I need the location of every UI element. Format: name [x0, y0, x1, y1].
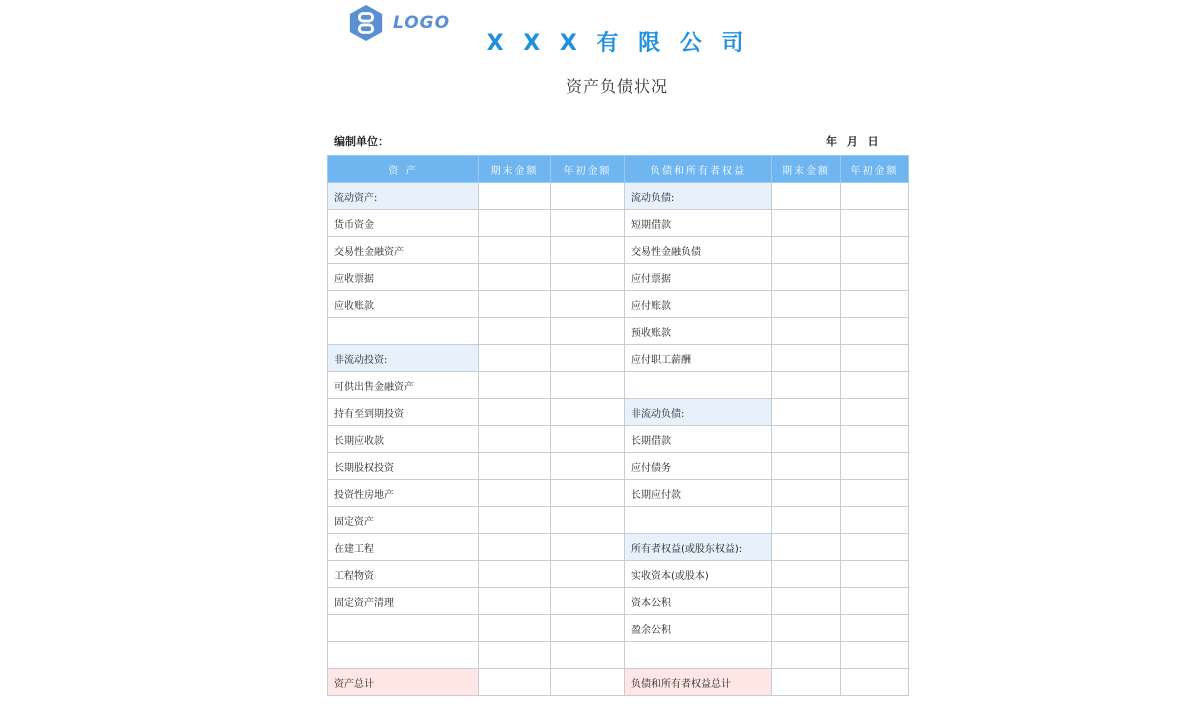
asset-end-amount-cell	[479, 318, 551, 345]
asset-begin-amount-cell	[551, 615, 625, 642]
liability-label-cell: 短期借款	[625, 210, 772, 237]
liability-end-amount-cell	[772, 399, 841, 426]
table-row	[328, 588, 909, 615]
asset-begin-amount-cell	[551, 480, 625, 507]
liability-begin-amount-cell	[841, 318, 909, 345]
liability-begin-amount-cell	[841, 372, 909, 399]
asset-end-amount-cell	[479, 237, 551, 264]
liability-end-amount-cell	[772, 642, 841, 669]
liability-end-amount-cell	[772, 480, 841, 507]
table-row	[328, 183, 909, 210]
table-row	[328, 345, 909, 372]
asset-begin-amount-cell	[551, 372, 625, 399]
asset-label-cell: 在建工程	[328, 534, 479, 561]
liability-begin-amount-cell	[841, 399, 909, 426]
liability-begin-amount-cell	[841, 291, 909, 318]
asset-begin-amount-cell	[551, 210, 625, 237]
liability-begin-amount-cell	[841, 183, 909, 210]
asset-end-amount-cell	[479, 345, 551, 372]
liability-end-amount-cell	[772, 588, 841, 615]
asset-label-cell: 工程物资	[328, 561, 479, 588]
asset-begin-amount-cell	[551, 588, 625, 615]
asset-end-amount-cell	[479, 480, 551, 507]
asset-begin-amount-cell	[551, 291, 625, 318]
asset-begin-amount-cell	[551, 318, 625, 345]
asset-end-amount-cell	[479, 561, 551, 588]
liability-end-amount-cell	[772, 264, 841, 291]
liability-label-cell: 所有者权益(或股东权益):	[625, 534, 772, 561]
table-body	[328, 183, 909, 696]
asset-label-cell	[328, 642, 479, 669]
liability-end-amount-cell	[772, 507, 841, 534]
asset-end-amount-cell	[479, 210, 551, 237]
liability-begin-amount-cell	[841, 561, 909, 588]
liability-label-cell: 盈余公积	[625, 615, 772, 642]
liability-label-cell	[625, 642, 772, 669]
asset-label-cell: 固定资产	[328, 507, 479, 534]
liability-label-cell: 长期应付款	[625, 480, 772, 507]
asset-label-cell	[328, 615, 479, 642]
liability-end-amount-cell	[772, 534, 841, 561]
asset-end-amount-cell	[479, 642, 551, 669]
table-row	[328, 426, 909, 453]
table-row	[328, 210, 909, 237]
logo-text: LOGO	[393, 13, 451, 33]
liability-begin-amount-cell	[841, 507, 909, 534]
table-row	[328, 534, 909, 561]
liability-end-amount-cell	[772, 561, 841, 588]
asset-end-amount-cell	[479, 291, 551, 318]
header-assets: 资 产	[328, 156, 479, 183]
asset-end-amount-cell	[479, 372, 551, 399]
table-row	[328, 399, 909, 426]
asset-end-amount-cell	[479, 534, 551, 561]
unit-label: 编制单位：	[334, 135, 389, 148]
asset-end-amount-cell	[479, 453, 551, 480]
asset-end-amount-cell	[479, 426, 551, 453]
liability-begin-amount-cell	[841, 426, 909, 453]
liability-begin-amount-cell	[841, 237, 909, 264]
table-row	[328, 669, 909, 696]
asset-label-cell: 固定资产清理	[328, 588, 479, 615]
liability-end-amount-cell	[772, 453, 841, 480]
asset-label-cell: 非流动投资:	[328, 345, 479, 372]
asset-begin-amount-cell	[551, 642, 625, 669]
liability-label-cell	[625, 372, 772, 399]
asset-end-amount-cell	[479, 183, 551, 210]
asset-label-cell: 应收账款	[328, 291, 479, 318]
table-row	[328, 507, 909, 534]
liability-label-cell: 实收资本(或股本)	[625, 561, 772, 588]
liability-label-cell: 交易性金融负债	[625, 237, 772, 264]
liability-label-cell	[625, 507, 772, 534]
liability-end-amount-cell	[772, 237, 841, 264]
table-header-row	[328, 156, 909, 183]
liability-end-amount-cell	[772, 372, 841, 399]
asset-label-cell: 流动资产:	[328, 183, 479, 210]
liability-label-cell: 长期借款	[625, 426, 772, 453]
asset-label-cell: 资产总计	[328, 669, 479, 696]
liability-end-amount-cell	[772, 210, 841, 237]
asset-end-amount-cell	[479, 588, 551, 615]
liability-begin-amount-cell	[841, 534, 909, 561]
table-row	[328, 372, 909, 399]
asset-label-cell: 交易性金融资产	[328, 237, 479, 264]
liability-begin-amount-cell	[841, 615, 909, 642]
header-liab-begin-amount: 年初金额	[841, 156, 909, 183]
asset-begin-amount-cell	[551, 183, 625, 210]
liability-end-amount-cell	[772, 345, 841, 372]
asset-end-amount-cell	[479, 399, 551, 426]
liability-end-amount-cell	[772, 669, 841, 696]
asset-end-amount-cell	[479, 669, 551, 696]
asset-begin-amount-cell	[551, 669, 625, 696]
asset-label-cell: 货币资金	[328, 210, 479, 237]
liability-begin-amount-cell	[841, 480, 909, 507]
asset-label-cell: 投资性房地产	[328, 480, 479, 507]
table-row	[328, 453, 909, 480]
asset-label-cell	[328, 318, 479, 345]
liability-label-cell: 应付债务	[625, 453, 772, 480]
date-label: 年 月 日	[826, 135, 879, 148]
liability-label-cell: 应付票据	[625, 264, 772, 291]
asset-label-cell: 持有至到期投资	[328, 399, 479, 426]
asset-label-cell: 长期应收款	[328, 426, 479, 453]
company-name: X X X 有 限 公 司	[486, 31, 750, 56]
liability-end-amount-cell	[772, 318, 841, 345]
document-title: 资产负债状况	[565, 77, 668, 96]
liability-begin-amount-cell	[841, 588, 909, 615]
liability-begin-amount-cell	[841, 642, 909, 669]
balance-sheet-table	[327, 155, 909, 696]
header-asset-end-amount: 期末金额	[479, 156, 551, 183]
header-liabilities-equity: 负债和所有者权益	[625, 156, 772, 183]
liability-end-amount-cell	[772, 426, 841, 453]
liability-end-amount-cell	[772, 183, 841, 210]
asset-end-amount-cell	[479, 264, 551, 291]
liability-end-amount-cell	[772, 291, 841, 318]
asset-begin-amount-cell	[551, 561, 625, 588]
liability-label-cell: 资本公积	[625, 588, 772, 615]
asset-begin-amount-cell	[551, 507, 625, 534]
table-row	[328, 480, 909, 507]
table-row	[328, 291, 909, 318]
asset-label-cell: 应收票据	[328, 264, 479, 291]
liability-label-cell: 非流动负债:	[625, 399, 772, 426]
liability-begin-amount-cell	[841, 264, 909, 291]
table-row	[328, 642, 909, 669]
table-row	[328, 264, 909, 291]
liability-label-cell: 流动负债:	[625, 183, 772, 210]
header-liab-end-amount: 期末金额	[772, 156, 841, 183]
liability-end-amount-cell	[772, 615, 841, 642]
asset-end-amount-cell	[479, 615, 551, 642]
asset-begin-amount-cell	[551, 345, 625, 372]
liability-begin-amount-cell	[841, 453, 909, 480]
table-row	[328, 561, 909, 588]
asset-end-amount-cell	[479, 507, 551, 534]
table-row	[328, 237, 909, 264]
asset-begin-amount-cell	[551, 264, 625, 291]
liability-begin-amount-cell	[841, 669, 909, 696]
table-row	[328, 318, 909, 345]
asset-begin-amount-cell	[551, 534, 625, 561]
liability-label-cell: 应付职工薪酬	[625, 345, 772, 372]
liability-label-cell: 预收账款	[625, 318, 772, 345]
asset-begin-amount-cell	[551, 453, 625, 480]
liability-begin-amount-cell	[841, 210, 909, 237]
liability-label-cell: 应付账款	[625, 291, 772, 318]
liability-label-cell: 负债和所有者权益总计	[625, 669, 772, 696]
liability-begin-amount-cell	[841, 345, 909, 372]
asset-begin-amount-cell	[551, 399, 625, 426]
asset-label-cell: 长期股权投资	[328, 453, 479, 480]
table-row	[328, 615, 909, 642]
asset-begin-amount-cell	[551, 237, 625, 264]
asset-label-cell: 可供出售金融资产	[328, 372, 479, 399]
asset-begin-amount-cell	[551, 426, 625, 453]
header-asset-begin-amount: 年初金额	[551, 156, 625, 183]
